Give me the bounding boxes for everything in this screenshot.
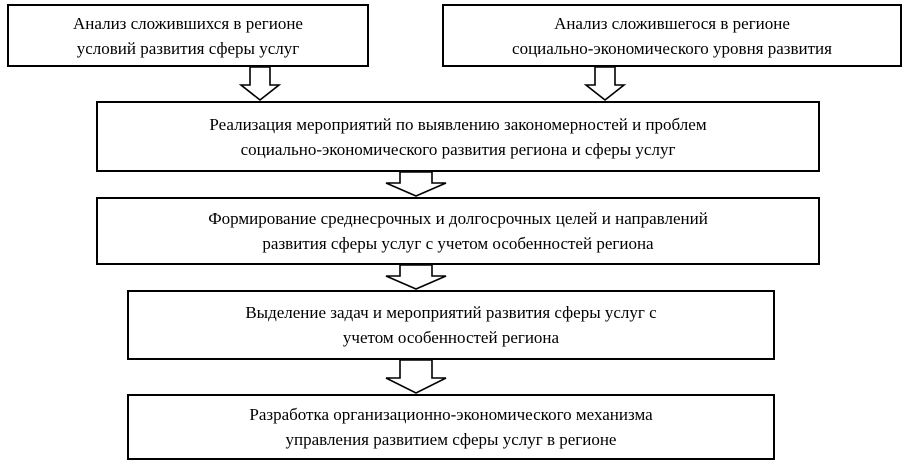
- box-identify-patterns: [96, 101, 820, 172]
- box-analysis-conditions: [7, 4, 369, 67]
- box-identify-patterns-line1: Реализация мероприятий по выявлению закономерностей и проблем: [209, 114, 707, 134]
- box-analysis-conditions-line1: Анализ сложившихся в регионе: [73, 13, 303, 33]
- box-analysis-socioeconomic-level-line2: социально-экономического уровня развития: [512, 38, 832, 58]
- arrow-down-icon: [240, 67, 280, 101]
- box-analysis-socioeconomic-level: [442, 4, 902, 67]
- box-form-goals-line1: Формирование среднесрочных и долгосрочных целей и направлений: [208, 209, 708, 228]
- arrow-down-icon: [384, 265, 448, 290]
- box-identify-patterns-line2: социально-экономического развития региона и сферы услуг: [240, 139, 676, 159]
- box-develop-mechanism-line1: Разработка организационно-экономического механизма: [249, 405, 653, 424]
- box-develop-mechanism-line2: управления развитием сферы услуг в регионе: [285, 430, 617, 449]
- arrow-down-icon: [384, 360, 448, 394]
- box-form-goals: [96, 197, 820, 265]
- box-define-tasks-line1: Выделение задач и мероприятий развития сферы услуг с: [245, 303, 657, 322]
- box-analysis-socioeconomic-level-line1: Анализ сложившегося в регионе: [554, 13, 790, 33]
- box-analysis-conditions-line2: условий развития сферы услуг: [76, 38, 300, 58]
- box-develop-mechanism: [127, 394, 775, 460]
- box-define-tasks-line2: учетом особенностей региона: [342, 328, 560, 347]
- box-form-goals-line2: развития сферы услуг с учетом особенностей региона: [262, 234, 654, 253]
- arrow-down-icon: [585, 67, 625, 101]
- arrow-down-icon: [384, 172, 448, 197]
- box-define-tasks: [127, 290, 775, 360]
